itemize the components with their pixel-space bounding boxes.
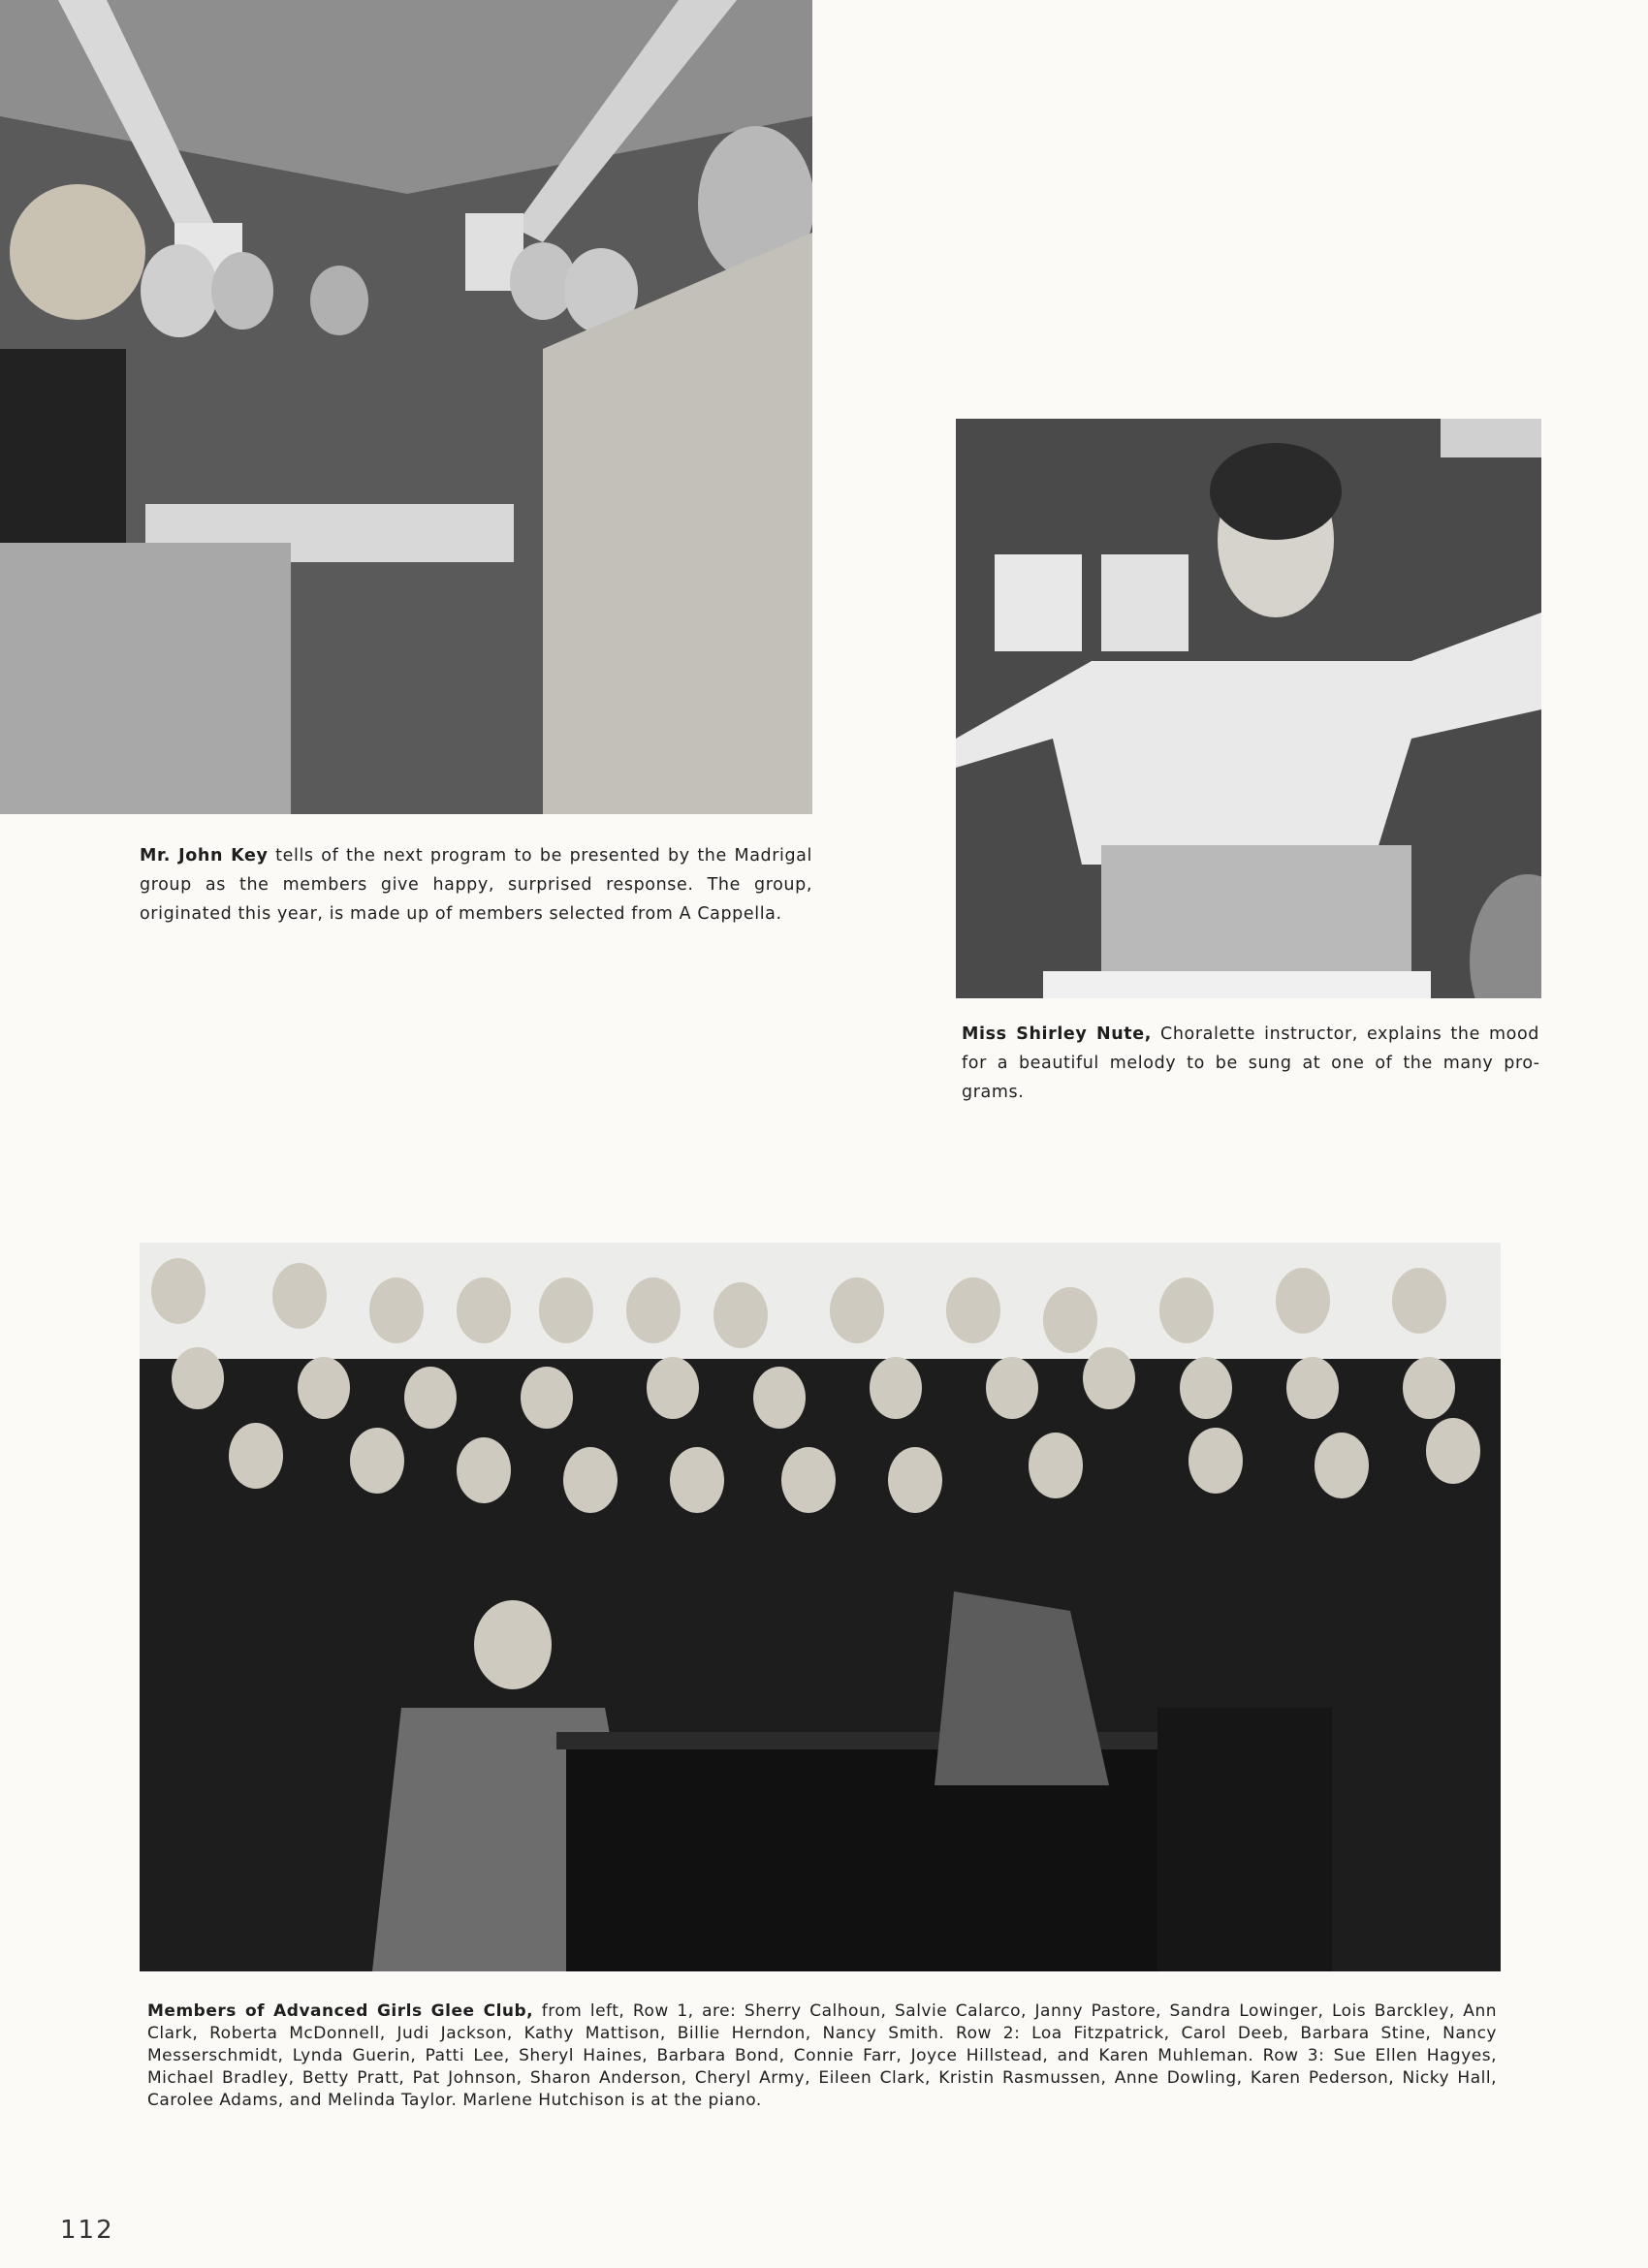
madrigal-caption-name: Mr. John Key	[140, 846, 269, 866]
madrigal-group-photo	[0, 0, 812, 814]
madrigal-caption	[140, 841, 812, 929]
glee-club-photo	[140, 1243, 1501, 1971]
page-number: 112	[60, 2216, 114, 2245]
instructor-caption	[962, 1020, 1539, 1107]
glee-club-caption-text: from left, Row 1, are: Sherry Calhoun, Salvie Calarco, Janny Pastore, Sandra Lowinger, Lois Barckley, Ann Clark, Roberta McDonnell, Judi Jackson, Kathy Mattison, Billie Herndon, Nancy Smith. Row 2: Loa Fitzpatrick, Carol Deeb, Barbara Stine, Nancy Messerschmidt, Lynda Guerin, Patti Lee, Sheryl Haines, Barbara Bond, Connie Farr, Joyce Hillstead, and Karen Muhleman. Row 3: Sue Ellen Hagyes, Michael Bradley, Betty Pratt, Pat Johnson, Sharon Anderson, Cheryl Army, Eileen Clark, Kristin Rasmussen, Anne Dowling, Karen Pederson, Nicky Hall, Carolee Adams, and Melinda Taylor. Marlene Hutchison is at the piano.	[147, 2001, 1497, 2110]
instructor-photo	[956, 419, 1541, 998]
glee-club-caption	[147, 2000, 1497, 2112]
instructor-caption-name: Miss Shirley Nute,	[962, 1024, 1152, 1044]
madrigal-caption-text: tells of the next program to be presented by the Madrigal group as the members give happy, surprised response. The group, originated this year, is made up of members selected from A Cappella.	[140, 846, 812, 924]
instructor-caption-text: Choralette instructor, explains the mood for a beautiful melody to be sung at one of the many programs.	[962, 1024, 1539, 1102]
glee-club-caption-name: Members of Advanced Girls Glee Club,	[147, 2001, 534, 2021]
